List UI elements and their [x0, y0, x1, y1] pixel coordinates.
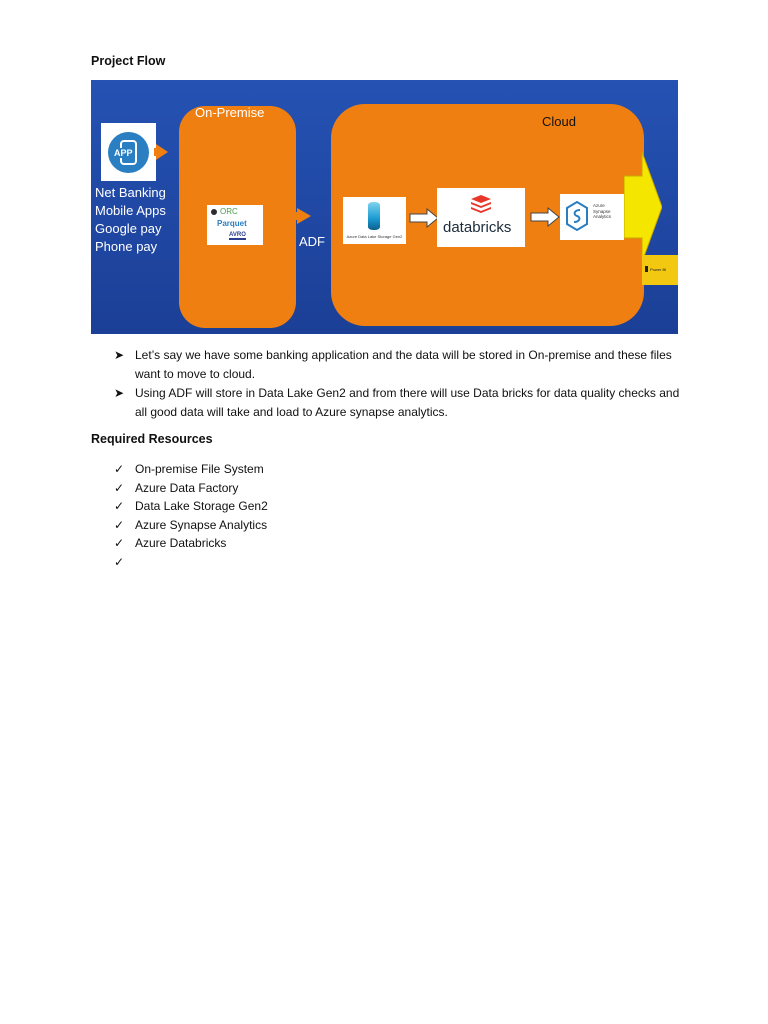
source-item: Phone pay [95, 239, 158, 254]
source-item: Google pay [95, 221, 162, 236]
list-item [114, 346, 684, 383]
source-item: Net Banking [95, 185, 166, 200]
adf-arrow-icon [297, 208, 311, 224]
app-arrow-icon [156, 144, 168, 160]
resource-text: Azure Data Factory [135, 480, 239, 495]
datalake-logo [343, 197, 406, 244]
source-list [95, 184, 166, 256]
synapse-label [593, 203, 611, 220]
databricks-to-synapse-arrow-icon [530, 207, 560, 227]
project-flow-heading: Project Flow [91, 54, 166, 68]
orc-text: ORC [220, 207, 238, 216]
avro-logo: AVRO [229, 232, 246, 238]
synapse-label-line: Synapse [593, 208, 611, 214]
arrow-bullet-icon: ➤ [114, 348, 125, 362]
list-item [114, 534, 268, 553]
output-arrow-icon [624, 152, 662, 262]
checkmark-icon: ✓ [114, 517, 125, 532]
datalake-to-databricks-arrow-icon [409, 208, 439, 228]
resource-text: Data Lake Storage Gen2 [135, 499, 268, 514]
cloud-label: Cloud [542, 114, 576, 129]
list-item [114, 497, 268, 516]
powerbi-label: Power BI [650, 267, 667, 272]
resource-text: On-premise File System [135, 462, 264, 476]
bullet-text: Using ADF will store in Data Lake Gen2 and from there will use Data bricks for data quality checks and all good data will take and load to Azure synapse analytics. [135, 386, 680, 419]
project-flow-diagram [91, 80, 678, 334]
phone-icon [114, 140, 137, 165]
datalake-cylinder-icon [368, 202, 380, 230]
bullet-text: Let’s say we have some banking application and the data will be stored in On-premise and these files want to move to cloud. [135, 348, 672, 381]
app-icon [101, 123, 156, 181]
adf-label: ADF [299, 234, 325, 249]
source-item: Mobile Apps [95, 203, 166, 218]
databricks-label: databricks [443, 219, 512, 236]
checkmark-icon: ✓ [114, 554, 125, 569]
list-item [114, 460, 268, 479]
orc-dot-icon [211, 209, 217, 215]
databricks-stack-icon [470, 194, 492, 214]
resource-text: Azure Synapse Analytics [135, 517, 268, 532]
parquet-logo: Parquet [217, 219, 247, 228]
onprem-label: On-Premise [195, 105, 265, 120]
synapse-icon [566, 201, 588, 231]
list-item [114, 384, 684, 421]
resource-text: Azure Databricks [135, 536, 227, 551]
powerbi-icon [645, 266, 648, 272]
resources-list [114, 460, 268, 572]
list-item [114, 479, 268, 498]
synapse-label-line: Azure [593, 203, 605, 208]
list-item [114, 516, 268, 535]
synapse-label-line: Analytics [593, 214, 612, 219]
app-circle-icon [108, 132, 149, 173]
app-icon-text: APP [114, 148, 133, 158]
checkmark-icon: ✓ [114, 536, 125, 551]
arrow-bullet-icon: ➤ [114, 386, 125, 400]
checkmark-icon: ✓ [114, 499, 125, 514]
powerbi-logo [642, 255, 678, 285]
required-resources-heading: Required Resources [91, 432, 213, 446]
databricks-logo [437, 188, 525, 247]
orc-logo [211, 207, 238, 216]
synapse-logo [560, 194, 624, 240]
checkmark-icon: ✓ [114, 462, 125, 476]
file-formats-logo [207, 205, 263, 245]
datalake-label: Azure Data Lake Storage Gen2 [346, 234, 403, 239]
flow-bullet-list [114, 346, 684, 422]
list-item [114, 553, 268, 572]
checkmark-icon: ✓ [114, 480, 125, 495]
